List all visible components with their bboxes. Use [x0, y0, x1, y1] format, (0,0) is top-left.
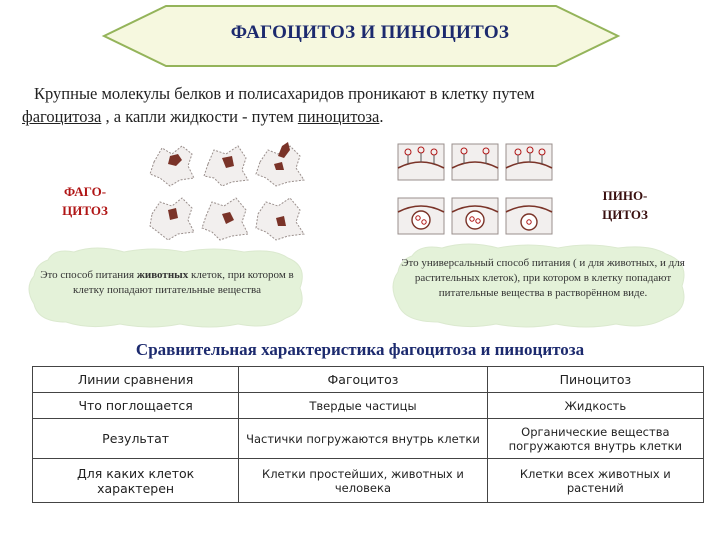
- table-header-row: [33, 367, 704, 393]
- pino-vesicle-2: [452, 198, 498, 234]
- pino-vesicle-1: [398, 198, 444, 234]
- pinocytosis-illustration: [396, 140, 556, 242]
- intro-line1: Крупные молекулы белков и полисахаридов проникают в клетку путем: [34, 84, 535, 103]
- pino-description: Это универсальный способ питания ( и для животных, и для растительных клеток), при котором в клетку попадают питательные вещества в растворённом виде.: [401, 257, 685, 299]
- table-cell: Жидкость: [487, 393, 703, 419]
- pino-label-line2: ЦИТОЗ: [602, 207, 648, 222]
- table-cell: Для каких клеток характерен: [33, 459, 239, 503]
- table-row: [33, 393, 704, 419]
- table-row: [33, 459, 704, 503]
- phago-label-line2: ЦИТОЗ: [62, 203, 108, 218]
- amoeba-cell-3: [256, 142, 304, 186]
- table-header-cell: Фагоцитоз: [239, 367, 487, 393]
- amoeba-cell-4: [150, 198, 194, 240]
- table-cell: Клетки всех животных и растений: [487, 459, 703, 503]
- pino-label: [590, 186, 660, 224]
- intro-mid: , а капли жидкости - путем: [101, 107, 298, 126]
- amoeba-cell-5: [202, 198, 248, 240]
- table-header-cell: Линии сравнения: [33, 367, 239, 393]
- phago-description: [36, 268, 298, 298]
- phago-label-line1: ФАГО-: [63, 184, 107, 199]
- phago-desc-bold: животных: [136, 269, 189, 281]
- table-cell: Частички погружаются внутрь клетки: [239, 419, 487, 459]
- comparison-table: [32, 366, 704, 503]
- comparison-subtitle: Сравнительная характеристика фагоцитоза и пиноцитоза: [135, 340, 585, 359]
- pino-membrane-1: [398, 144, 444, 180]
- intro-term-pinocytosis: пиноцитоза: [297, 107, 380, 126]
- intro-paragraph: [22, 82, 702, 128]
- table-cell: Что поглощается: [33, 393, 239, 419]
- table-row: [33, 419, 704, 459]
- amoeba-cell-6: [256, 198, 304, 240]
- phago-desc-before: Это способ питания: [40, 269, 137, 281]
- page-title: ФАГОЦИТОЗ И ПИНОЦИТОЗ: [230, 22, 510, 43]
- phago-desc-after: клеток, при котором в клетку попадают питательные вещества: [73, 269, 294, 296]
- table-cell: Органические вещества погружаются внутрь клетки: [487, 419, 703, 459]
- pino-vesicle-3: [506, 198, 552, 234]
- table-cell: Твердые частицы: [239, 393, 487, 419]
- amoeba-cell-1: [150, 146, 194, 186]
- pino-membrane-2: [452, 144, 498, 180]
- intro-end: .: [379, 107, 384, 126]
- pino-label-line1: ПИНО-: [602, 188, 648, 203]
- table-cell: Клетки простейших, животных и человека: [239, 459, 487, 503]
- phago-label: [50, 182, 120, 220]
- amoeba-cell-2: [204, 146, 248, 186]
- phagocytosis-illustration: [148, 140, 310, 252]
- pino-membrane-3: [506, 144, 552, 180]
- table-header-cell: Пиноцитоз: [487, 367, 703, 393]
- table-cell: Результат: [33, 419, 239, 459]
- intro-term-phagocytosis: фагоцитоза: [22, 107, 102, 126]
